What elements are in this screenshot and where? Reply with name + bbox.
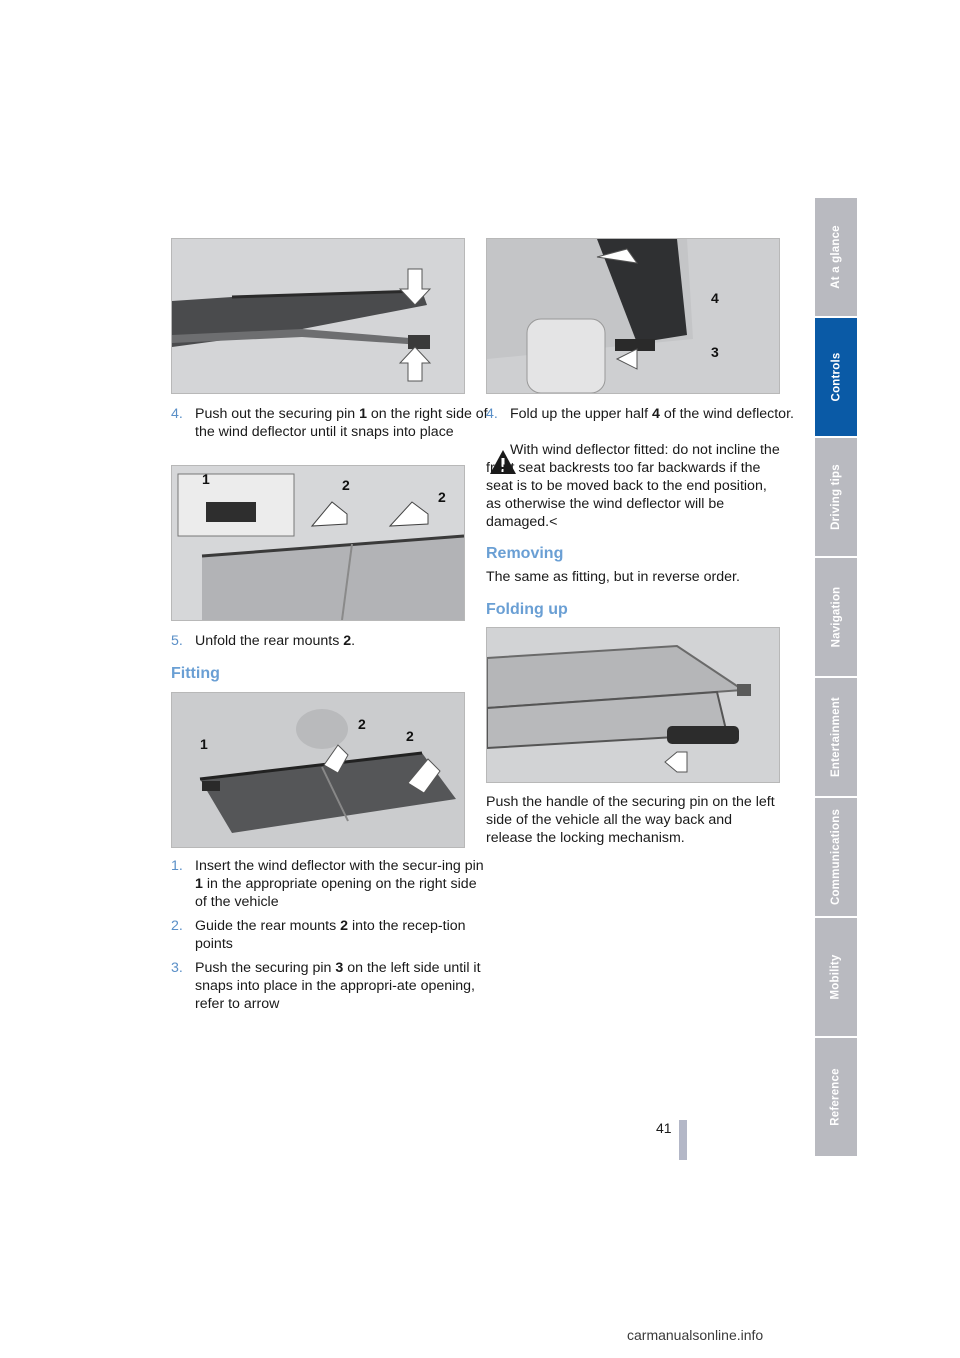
removing-text: The same as fitting, but in reverse order. — [486, 569, 740, 585]
step-5-unfold: 5. Unfold the rear mounts 2. — [171, 633, 356, 649]
fit-step-3: 3. Push the securing pin 3 on the left side until it snaps into place in the appropri-ate opening, refer to arrow — [171, 960, 481, 1012]
fit-step-2: 2. Guide the rear mounts 2 into the recep-tion points — [171, 918, 466, 952]
tab-navigation[interactable]: Navigation — [815, 558, 857, 676]
folding-text: Push the handle of the securing pin on the left side of the vehicle all the way back and release the locking mechanism. — [486, 794, 775, 846]
fig-b-label-2b: 2 — [438, 489, 446, 505]
fig-c-label-2a: 2 — [358, 716, 366, 732]
figure-fitting — [171, 692, 465, 848]
fit-step-1: 1. Insert the wind deflector with the secur-ing pin 1 in the appropriate opening on the right side of the vehicle — [171, 858, 484, 910]
step-4-push-pin: 4. Push out the securing pin 1 on the right side of the wind deflector until it snaps into place — [171, 406, 488, 440]
tab-at-a-glance[interactable]: At a glance — [815, 198, 857, 316]
tab-entertainment[interactable]: Entertainment — [815, 678, 857, 796]
figure-wind-deflector-securing-pin — [171, 238, 465, 394]
tab-driving-tips[interactable]: Driving tips — [815, 438, 857, 556]
tab-communications[interactable]: Communications — [815, 798, 857, 916]
heading-removing: Removing — [486, 545, 564, 562]
warning-text: With wind deflector fitted: do not incline the front seat backrests too far backwards if the seat is to be moved back to the end position, as otherwise the wind deflector will be damaged.< — [486, 442, 780, 530]
fig-d-label-3: 3 — [711, 344, 719, 360]
footer-watermark[interactable]: carmanualsonline.info — [627, 1327, 764, 1343]
page-number-bar — [679, 1120, 687, 1160]
fig-b-label-1: 1 — [202, 471, 210, 487]
step-4-fold-up: 4. Fold up the upper half 4 of the wind deflector. — [486, 406, 794, 422]
figure-folding-up — [486, 627, 780, 783]
fig-c-label-2b: 2 — [406, 728, 414, 744]
figure-unfold-rear-mounts — [171, 465, 465, 621]
tab-controls[interactable]: Controls — [815, 318, 857, 436]
fig-c-label-1: 1 — [200, 736, 208, 752]
heading-folding-up: Folding up — [486, 601, 568, 618]
heading-fitting: Fitting — [171, 665, 220, 682]
page-number: 41 — [656, 1120, 672, 1136]
fig-b-label-2a: 2 — [342, 477, 350, 493]
tab-reference[interactable]: Reference — [815, 1038, 857, 1156]
tab-mobility[interactable]: Mobility — [815, 918, 857, 1036]
figure-fold-upper-half — [486, 238, 780, 394]
fig-d-label-4: 4 — [711, 290, 719, 306]
